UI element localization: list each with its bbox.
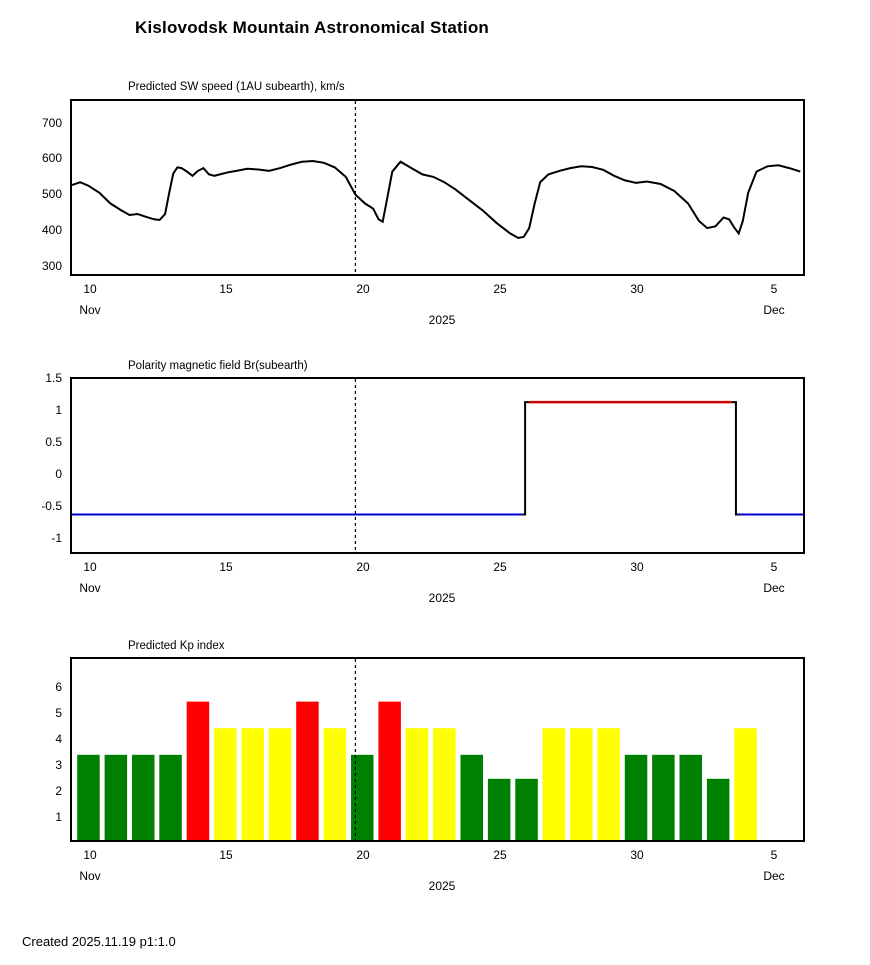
- kp-svg: [72, 659, 803, 840]
- panel-kp-plot: [70, 657, 805, 842]
- xlabel-sw-year: 2025: [428, 313, 456, 327]
- kp-bar: [652, 755, 675, 840]
- kp-bar: [433, 728, 456, 840]
- xtick-kp-4: 30: [630, 848, 644, 862]
- xtick-pol-5: 5: [770, 560, 778, 574]
- kp-bar: [159, 755, 182, 840]
- xtick-sw-1: 15: [219, 282, 233, 296]
- xtick-sw-4: 30: [630, 282, 644, 296]
- xlabel-kp-year: 2025: [428, 879, 456, 893]
- ytick-pol-0: 0: [55, 467, 62, 481]
- ytick-sw-700: 700: [41, 116, 62, 130]
- kp-bar: [680, 755, 703, 840]
- kp-bar: [324, 728, 347, 840]
- kp-bar: [461, 755, 484, 840]
- xtick-sw-0: 10: [83, 282, 97, 296]
- sw-speed-series: [72, 161, 800, 238]
- kp-bar-group: [77, 702, 757, 840]
- kp-bar: [543, 728, 566, 840]
- xlabel-pol-month-start: Nov: [79, 581, 101, 595]
- kp-bar: [707, 779, 730, 840]
- ytick-kp-5: 5: [55, 706, 62, 720]
- ytick-sw-400: 400: [41, 223, 62, 237]
- ytick-sw-600: 600: [41, 151, 62, 165]
- kp-bar: [132, 755, 155, 840]
- kp-bar: [570, 728, 593, 840]
- kp-bar: [378, 702, 401, 840]
- ytick-pol-0-5: 0.5: [45, 435, 62, 449]
- xlabel-kp-month-start: Nov: [79, 869, 101, 883]
- xtick-sw-5: 5: [770, 282, 778, 296]
- ytick-pol-neg1: -1: [51, 531, 62, 545]
- xtick-kp-2: 20: [356, 848, 370, 862]
- xtick-pol-4: 30: [630, 560, 644, 574]
- kp-bar: [351, 755, 374, 840]
- panel-polarity-caption: Polarity magnetic field Br(subearth): [128, 360, 308, 372]
- xlabel-sw-month-start: Nov: [79, 303, 101, 317]
- kp-bar: [597, 728, 620, 840]
- panel-kp-caption: Predicted Kp index: [128, 640, 225, 652]
- polarity-transition-1: [522, 402, 529, 514]
- sw-speed-svg: [72, 101, 803, 274]
- page-title: Kislovodsk Mountain Astronomical Station: [135, 18, 490, 37]
- kp-bar: [214, 728, 237, 840]
- kp-bar: [406, 728, 429, 840]
- xtick-sw-2: 20: [356, 282, 370, 296]
- xtick-kp-5: 5: [770, 848, 778, 862]
- kp-bar: [296, 702, 319, 840]
- xtick-pol-3: 25: [493, 560, 507, 574]
- polarity-transition-2: [732, 402, 739, 514]
- ytick-pol-1: 1: [55, 403, 62, 417]
- xtick-pol-0: 10: [83, 560, 97, 574]
- kp-bar: [269, 728, 292, 840]
- created-stamp: Created 2025.11.19 p1:1.0: [22, 934, 176, 949]
- xtick-kp-0: 10: [83, 848, 97, 862]
- polarity-svg: [72, 379, 803, 552]
- ytick-sw-300: 300: [41, 259, 62, 273]
- ytick-kp-4: 4: [55, 732, 62, 746]
- kp-bar: [77, 755, 100, 840]
- xlabel-kp-month-end: Dec: [763, 869, 785, 883]
- kp-bar: [515, 779, 538, 840]
- kp-bar: [488, 779, 511, 840]
- xlabel-pol-year: 2025: [428, 591, 456, 605]
- ytick-kp-6: 6: [55, 680, 62, 694]
- xtick-pol-2: 20: [356, 560, 370, 574]
- ytick-kp-2: 2: [55, 784, 62, 798]
- xlabel-pol-month-end: Dec: [763, 581, 785, 595]
- panel-sw-speed-caption: Predicted SW speed (1AU subearth), km/s: [128, 81, 345, 93]
- ytick-pol-1-5: 1.5: [45, 371, 62, 385]
- panel-polarity-plot: [70, 377, 805, 554]
- xlabel-sw-month-end: Dec: [763, 303, 785, 317]
- xtick-pol-1: 15: [219, 560, 233, 574]
- ytick-pol-neg0-5: -0.5: [41, 499, 62, 513]
- kp-bar: [105, 755, 128, 840]
- ytick-kp-1: 1: [55, 810, 62, 824]
- xtick-kp-1: 15: [219, 848, 233, 862]
- ytick-kp-3: 3: [55, 758, 62, 772]
- xtick-kp-3: 25: [493, 848, 507, 862]
- xtick-sw-3: 25: [493, 282, 507, 296]
- kp-bar: [625, 755, 648, 840]
- kp-bar: [734, 728, 757, 840]
- ytick-sw-500: 500: [41, 187, 62, 201]
- kp-bar: [242, 728, 265, 840]
- panel-sw-speed-plot: [70, 99, 805, 276]
- kp-bar: [187, 702, 210, 840]
